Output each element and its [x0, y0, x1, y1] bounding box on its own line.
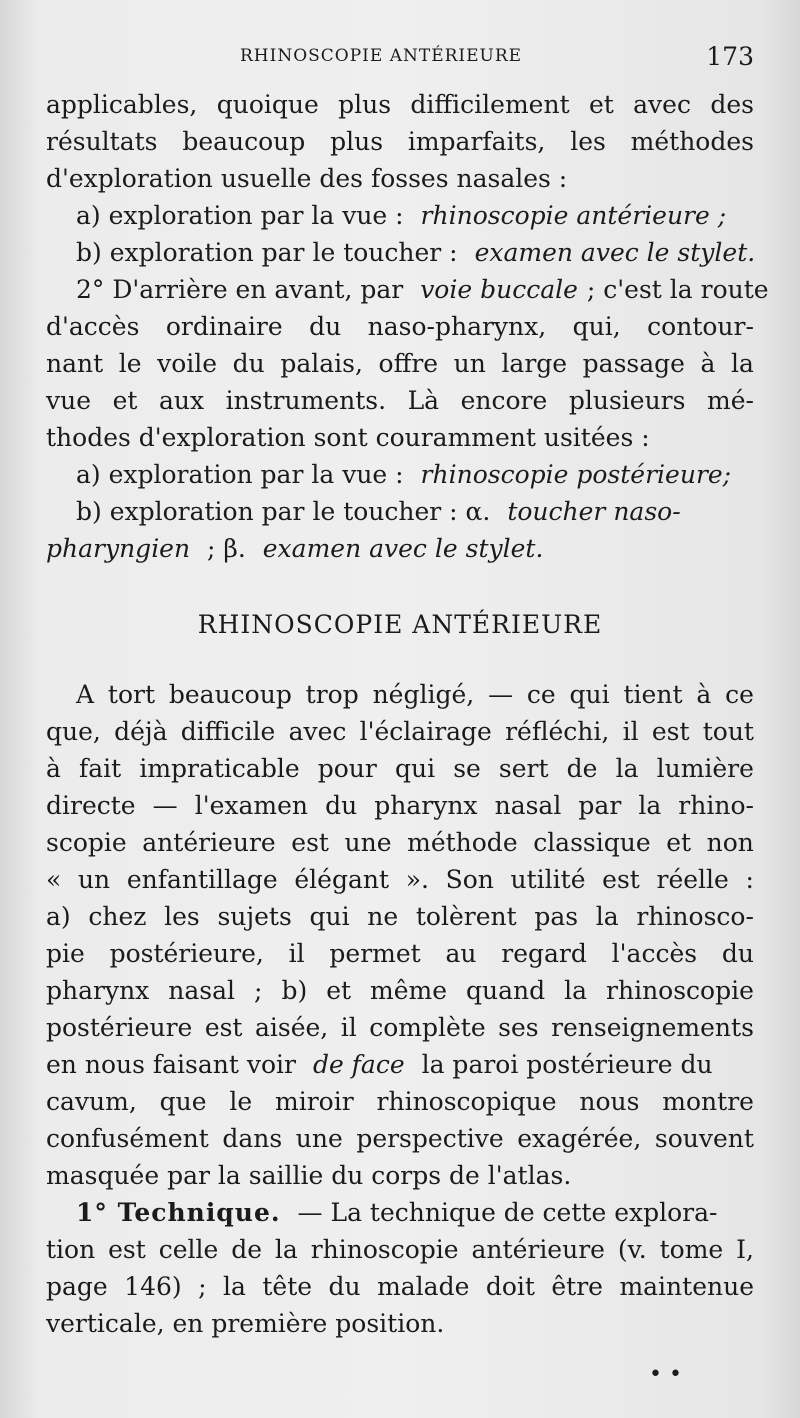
word: —	[152, 791, 178, 820]
word: perspective	[356, 1124, 504, 1153]
text-line	[46, 676, 754, 713]
list-item-emphasis: pharyngien	[46, 534, 191, 563]
page-number: 173	[706, 42, 754, 71]
word: la	[638, 791, 662, 820]
word: instruments.	[225, 386, 387, 415]
word: masquée par la saillie du corps de l'atlas.	[46, 1161, 572, 1190]
text-line	[46, 86, 754, 123]
word: tion	[46, 1235, 96, 1264]
word: est	[291, 828, 329, 857]
word: pie	[46, 939, 85, 968]
word: la	[595, 902, 619, 931]
word: ordinaire	[165, 312, 283, 341]
word: déjà	[114, 717, 168, 746]
word: applicables,	[46, 90, 198, 119]
word: utilité	[510, 865, 586, 894]
word: ses	[498, 1013, 539, 1042]
word: b)	[281, 976, 308, 1005]
word: malade	[377, 1272, 470, 1301]
text-line	[46, 824, 754, 861]
word: palais,	[280, 349, 363, 378]
word: la	[274, 1235, 298, 1264]
word: d'exploration usuelle des fosses nasales :	[46, 164, 568, 193]
paragraph-text: — La technique de cette explora-	[289, 1198, 718, 1227]
word: du	[721, 939, 754, 968]
word: du	[325, 791, 358, 820]
word: une	[344, 828, 392, 857]
word: d'accès	[46, 312, 140, 341]
word: du	[232, 349, 265, 378]
word: rhino-	[678, 791, 754, 820]
word: méthodes	[630, 127, 754, 156]
word: du	[328, 1272, 361, 1301]
word: regard	[501, 939, 587, 968]
word: nous	[579, 1087, 640, 1116]
word: renseignements	[551, 1013, 754, 1042]
word: tome	[659, 1235, 724, 1264]
word: tort	[107, 680, 156, 709]
word: sujets	[217, 902, 292, 931]
word: il	[622, 717, 639, 746]
word: ce	[526, 680, 556, 709]
word: un	[453, 349, 486, 378]
word: verticale, en première position.	[46, 1309, 445, 1338]
text-line	[46, 935, 754, 972]
word: Là	[407, 386, 440, 415]
word: miroir	[275, 1087, 354, 1116]
word: l'examen	[194, 791, 308, 820]
text-line	[46, 271, 769, 308]
word: que	[159, 1087, 207, 1116]
word: ;	[198, 1272, 207, 1301]
word: sert	[498, 754, 549, 783]
paragraph-text: ; c'est la route	[586, 275, 769, 304]
text-line	[46, 234, 754, 271]
word: avec	[288, 717, 347, 746]
word: négligé,	[372, 680, 475, 709]
word: beaucoup	[168, 680, 292, 709]
word: à	[696, 680, 712, 709]
word: méthode	[407, 828, 518, 857]
word: plus	[330, 127, 384, 156]
word: au	[445, 939, 477, 968]
word: mé-	[706, 386, 754, 415]
page-header	[0, 40, 800, 80]
word: de	[231, 1235, 262, 1264]
word: cavum,	[46, 1087, 137, 1116]
word: aisée,	[254, 1013, 329, 1042]
word: être	[551, 1272, 603, 1301]
word: (v.	[617, 1235, 647, 1264]
word: complète	[369, 1013, 486, 1042]
word: l'accès	[611, 939, 698, 968]
word: la	[223, 1272, 246, 1301]
word: maintenue	[619, 1272, 754, 1301]
word: directe	[46, 791, 136, 820]
word: réelle	[656, 865, 729, 894]
paragraph-text: en nous faisant voir	[46, 1050, 304, 1079]
word: rhinosco-	[636, 902, 754, 931]
word: page	[46, 1272, 108, 1301]
word: à	[46, 754, 61, 783]
word: A	[76, 680, 95, 709]
text-line	[46, 1046, 754, 1083]
list-item-emphasis: rhinoscopie antérieure ;	[420, 201, 727, 230]
word: voile	[157, 349, 218, 378]
word: qui	[309, 902, 350, 931]
word: enfantillage	[126, 865, 278, 894]
list-item-text: a) exploration par la vue :	[76, 201, 412, 230]
word: le	[229, 1087, 253, 1116]
word: doit	[485, 1272, 535, 1301]
word: qui,	[572, 312, 621, 341]
list-item-text: b) exploration par le toucher : α.	[76, 497, 499, 526]
text-line	[46, 713, 754, 750]
word: difficilement	[410, 90, 570, 119]
word: rhinoscopie	[606, 976, 754, 1005]
word: résultats	[46, 127, 158, 156]
word: celle	[158, 1235, 219, 1264]
word: que,	[46, 717, 101, 746]
word: est	[204, 1013, 243, 1042]
word: antérieure	[142, 828, 276, 857]
word: permet	[329, 939, 421, 968]
text-line	[46, 493, 754, 530]
word: —	[488, 680, 514, 709]
word: encore	[460, 386, 548, 415]
list-item-text: ; β.	[199, 534, 254, 563]
intro-paragraphs	[46, 86, 769, 567]
word: plusieurs	[568, 386, 686, 415]
text-line	[46, 160, 754, 197]
text-line	[46, 750, 754, 787]
word: ;	[254, 976, 263, 1005]
word: 146)	[124, 1272, 182, 1301]
word: tolèrent	[415, 902, 517, 931]
word: contour-	[647, 312, 754, 341]
list-item-emphasis: examen avec le stylet.	[262, 534, 544, 563]
word: est	[651, 717, 690, 746]
word: trop	[305, 680, 359, 709]
paragraph-emphasis: voie buccale	[420, 275, 578, 304]
word: offre	[378, 349, 439, 378]
word: du	[309, 312, 342, 341]
word: et	[326, 976, 352, 1005]
text-line	[46, 1268, 754, 1305]
word: il	[340, 1013, 357, 1042]
word: la	[564, 976, 588, 1005]
word: tête	[262, 1272, 313, 1301]
word: chez	[88, 902, 147, 931]
word: tient	[623, 680, 683, 709]
section-paragraphs	[46, 676, 754, 1342]
word: ce	[725, 680, 754, 709]
word: Son	[445, 865, 494, 894]
word: quoique	[216, 90, 319, 119]
list-item-emphasis: examen avec le stylet.	[474, 238, 756, 267]
text-line	[46, 345, 754, 382]
word: tout	[702, 717, 754, 746]
list-item-emphasis: toucher naso-	[507, 497, 681, 526]
word: qui	[569, 680, 610, 709]
word: confusément	[46, 1124, 209, 1153]
paragraph-text: la paroi postérieure du	[413, 1050, 713, 1079]
word: élégant	[294, 865, 390, 894]
word: ».	[405, 865, 429, 894]
word: I,	[736, 1235, 754, 1264]
word: qui	[394, 754, 436, 783]
list-item-text: b) exploration par le toucher :	[76, 238, 466, 267]
word: les	[164, 902, 200, 931]
text-line	[46, 898, 754, 935]
word: beaucoup	[182, 127, 306, 156]
word: difficile	[180, 717, 276, 746]
text-line	[46, 308, 754, 345]
word: par	[578, 791, 622, 820]
paragraph-emphasis: de face	[312, 1050, 405, 1079]
word: vue	[46, 386, 92, 415]
list-item-emphasis: rhinoscopie postérieure;	[420, 460, 732, 489]
word: plus	[338, 90, 392, 119]
word: il	[288, 939, 305, 968]
running-head: RHINOSCOPIE ANTÉRIEURE	[240, 46, 523, 66]
text-line	[46, 1083, 754, 1120]
word: postérieure	[46, 1013, 193, 1042]
section-title: RHINOSCOPIE ANTÉRIEURE	[197, 610, 603, 639]
word: la	[615, 754, 639, 783]
word: souvent	[654, 1124, 754, 1153]
word: quand	[466, 976, 546, 1005]
paragraph-text: 2° D'arrière en avant, par	[76, 275, 412, 304]
word: a)	[46, 902, 71, 931]
word: même	[370, 976, 448, 1005]
word: nant	[46, 349, 104, 378]
text-line	[46, 861, 754, 898]
word: est	[108, 1235, 146, 1264]
subsection-heading: 1° Technique.	[76, 1198, 281, 1227]
word: un	[77, 865, 111, 894]
word: large	[501, 349, 568, 378]
text-line	[46, 530, 754, 567]
word: passage	[582, 349, 685, 378]
word: impraticable	[139, 754, 300, 783]
text-line	[46, 1120, 754, 1157]
word: avec	[633, 90, 691, 119]
word: se	[453, 754, 481, 783]
word: de	[566, 754, 598, 783]
word: naso-pharynx,	[367, 312, 547, 341]
word: est	[602, 865, 640, 894]
word: ne	[367, 902, 399, 931]
word: imparfaits,	[407, 127, 546, 156]
text-line	[46, 419, 754, 456]
word: réfléchi,	[505, 717, 610, 746]
text-line	[46, 197, 754, 234]
word: «	[46, 865, 62, 894]
word: pharynx	[46, 976, 150, 1005]
word: à	[700, 349, 716, 378]
word: classique	[533, 828, 651, 857]
word: pharynx	[374, 791, 478, 820]
word: la	[731, 349, 754, 378]
list-item-text: a) exploration par la vue :	[76, 460, 412, 489]
word: thodes d'exploration sont couramment usitées :	[46, 423, 650, 452]
footer-dots: • •	[649, 1362, 682, 1387]
text-line	[46, 382, 754, 419]
text-line	[46, 456, 754, 493]
word: postérieure,	[109, 939, 264, 968]
word: fait	[79, 754, 122, 783]
word: lumière	[656, 754, 754, 783]
word: des	[710, 90, 754, 119]
word: antérieure	[471, 1235, 605, 1264]
word: nasal	[494, 791, 562, 820]
text-line	[46, 123, 754, 160]
word: le	[118, 349, 142, 378]
word: rhinoscopie	[310, 1235, 459, 1264]
word: une	[295, 1124, 343, 1153]
text-line	[46, 1009, 754, 1046]
word: rhinoscopique	[376, 1087, 557, 1116]
word: nasal	[168, 976, 236, 1005]
word: montre	[662, 1087, 754, 1116]
word: :	[745, 865, 754, 894]
text-line	[46, 1305, 754, 1342]
text-line	[46, 1231, 754, 1268]
word: dans	[222, 1124, 283, 1153]
word: les	[570, 127, 606, 156]
text-line	[46, 1157, 754, 1194]
word: pour	[317, 754, 377, 783]
word: non	[706, 828, 754, 857]
word: et	[666, 828, 692, 857]
word: pas	[534, 902, 579, 931]
word: aux	[158, 386, 205, 415]
word: et	[112, 386, 138, 415]
word: et	[588, 90, 614, 119]
text-line	[46, 972, 754, 1009]
word: l'éclairage	[359, 717, 492, 746]
word: scopie	[46, 828, 127, 857]
text-line	[46, 787, 754, 824]
word: exagérée,	[517, 1124, 642, 1153]
text-line	[46, 1194, 754, 1231]
